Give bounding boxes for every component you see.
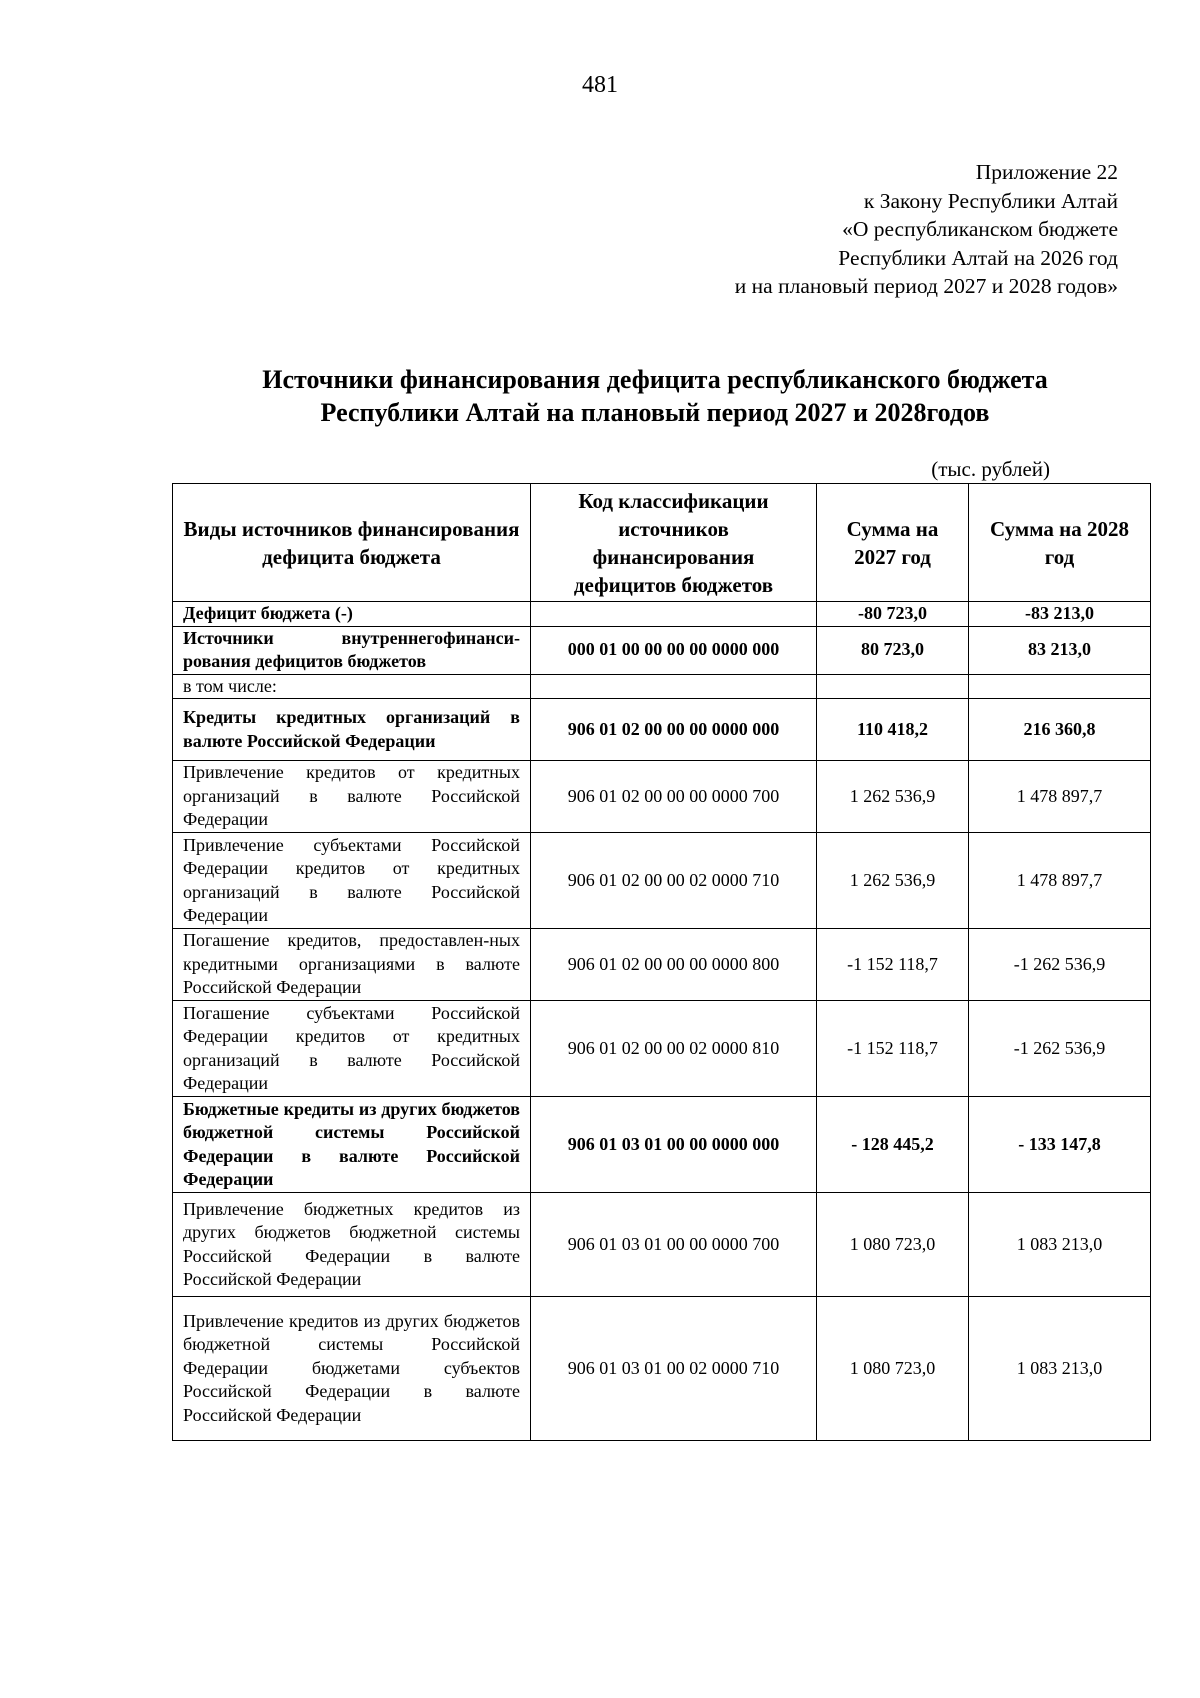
amount-2028: 1 478 897,7 [969, 761, 1151, 833]
amount-2027: 1 080 723,0 [817, 1193, 969, 1297]
table-row [173, 1097, 1151, 1193]
appendix-header [735, 158, 1118, 301]
amount-2028: -1 262 536,9 [969, 929, 1151, 1001]
table-row [173, 1193, 1151, 1297]
amount-2028: 216 360,8 [969, 699, 1151, 761]
amount-2027: 80 723,0 [817, 626, 969, 674]
classification-code: 906 01 03 01 00 02 0000 710 [531, 1297, 817, 1441]
appendix-line: и на плановый период 2027 и 2028 годов» [734, 274, 1118, 298]
amount-2027: 1 080 723,0 [817, 1297, 969, 1441]
table-row [173, 699, 1151, 761]
source-name: Погашение субъектами Российской Федерации кредитов от кредитных организаций в валюте Российской Федерации [173, 1001, 531, 1097]
amount-2028: -83 213,0 [969, 602, 1151, 627]
amount-2028: 1 083 213,0 [969, 1297, 1151, 1441]
amount-2028: 1 478 897,7 [969, 833, 1151, 929]
amount-2028: 1 083 213,0 [969, 1193, 1151, 1297]
amount-2028: 83 213,0 [969, 626, 1151, 674]
appendix-line: Приложение 22 [975, 160, 1118, 184]
amount-2027: 1 262 536,9 [817, 833, 969, 929]
table-row [173, 602, 1151, 627]
table-row [173, 626, 1151, 674]
classification-code [531, 674, 817, 699]
source-name: Привлечение кредитов от кредитных организаций в валюте Российской Федерации [173, 761, 531, 833]
document-title [140, 363, 1170, 429]
source-name: Привлечение кредитов из других бюджетов бюджетной системы Российской Федерации бюджетами субъектов Российской Федерации в валюте Российской Федерации [173, 1297, 531, 1441]
header-2028: Сумма на 2028 год [969, 484, 1151, 602]
classification-code: 906 01 03 01 00 00 0000 700 [531, 1193, 817, 1297]
amount-2027: -80 723,0 [817, 602, 969, 627]
amount-2028: -1 262 536,9 [969, 1001, 1151, 1097]
classification-code [531, 602, 817, 627]
title-line: Источники финансирования дефицита республиканского бюджета [262, 365, 1048, 394]
amount-2027: - 128 445,2 [817, 1097, 969, 1193]
table-row [173, 674, 1151, 699]
amount-2027: 110 418,2 [817, 699, 969, 761]
units-label: (тыс. рублей) [931, 457, 1050, 481]
table-row [173, 1297, 1151, 1441]
amount-2028: - 133 147,8 [969, 1097, 1151, 1193]
amount-2027 [817, 674, 969, 699]
sources-table [172, 483, 1151, 1441]
amount-2027: 1 262 536,9 [817, 761, 969, 833]
amount-2028 [969, 674, 1151, 699]
table-row [173, 1001, 1151, 1097]
header-2027: Сумма на 2027 год [817, 484, 969, 602]
appendix-line: «О республиканском бюджете [842, 217, 1118, 241]
classification-code: 906 01 02 00 00 02 0000 710 [531, 833, 817, 929]
source-name: Погашение кредитов, предоставлен-ных кредитными организациями в валюте Российской Федерации [173, 929, 531, 1001]
source-name: в том числе: [173, 674, 531, 699]
table-row [173, 761, 1151, 833]
source-name: Кредиты кредитных организаций в валюте Российской Федерации [173, 699, 531, 761]
classification-code: 906 01 02 00 00 00 0000 000 [531, 699, 817, 761]
amount-2027: -1 152 118,7 [817, 929, 969, 1001]
classification-code: 906 01 03 01 00 00 0000 000 [531, 1097, 817, 1193]
table-row [173, 929, 1151, 1001]
header-code: Код классификации источников финансирования дефицитов бюджетов [531, 484, 817, 602]
appendix-line: Республики Алтай на 2026 год [838, 245, 1118, 270]
classification-code: 906 01 02 00 00 00 0000 700 [531, 761, 817, 833]
source-name: Бюджетные кредиты из других бюджетов бюджетной системы Российской Федерации в валюте Российской Федерации [173, 1097, 531, 1193]
classification-code: 906 01 02 00 00 02 0000 810 [531, 1001, 817, 1097]
classification-code: 906 01 02 00 00 00 0000 800 [531, 929, 817, 1001]
appendix-line: к Закону Республики Алтай [863, 188, 1118, 213]
classification-code: 000 01 00 00 00 00 0000 000 [531, 626, 817, 674]
source-name: Привлечение субъектами Российской Федерации кредитов от кредитных организаций в валюте Российской Федерации [173, 833, 531, 929]
source-name: Источники внутреннегофинанси-рования дефицитов бюджетов [173, 626, 531, 674]
title-line: Республики Алтай на плановый период 2027 и 2028годов [320, 398, 990, 427]
amount-2027: -1 152 118,7 [817, 1001, 969, 1097]
source-name: Дефицит бюджета (-) [173, 602, 531, 627]
page-number: 481 [582, 72, 618, 98]
source-name: Привлечение бюджетных кредитов из других бюджетов бюджетной системы Российской Федерации в валюте Российской Федерации [173, 1193, 531, 1297]
table-row [173, 833, 1151, 929]
header-name: Виды источников финансирования дефицита бюджета [173, 484, 531, 602]
